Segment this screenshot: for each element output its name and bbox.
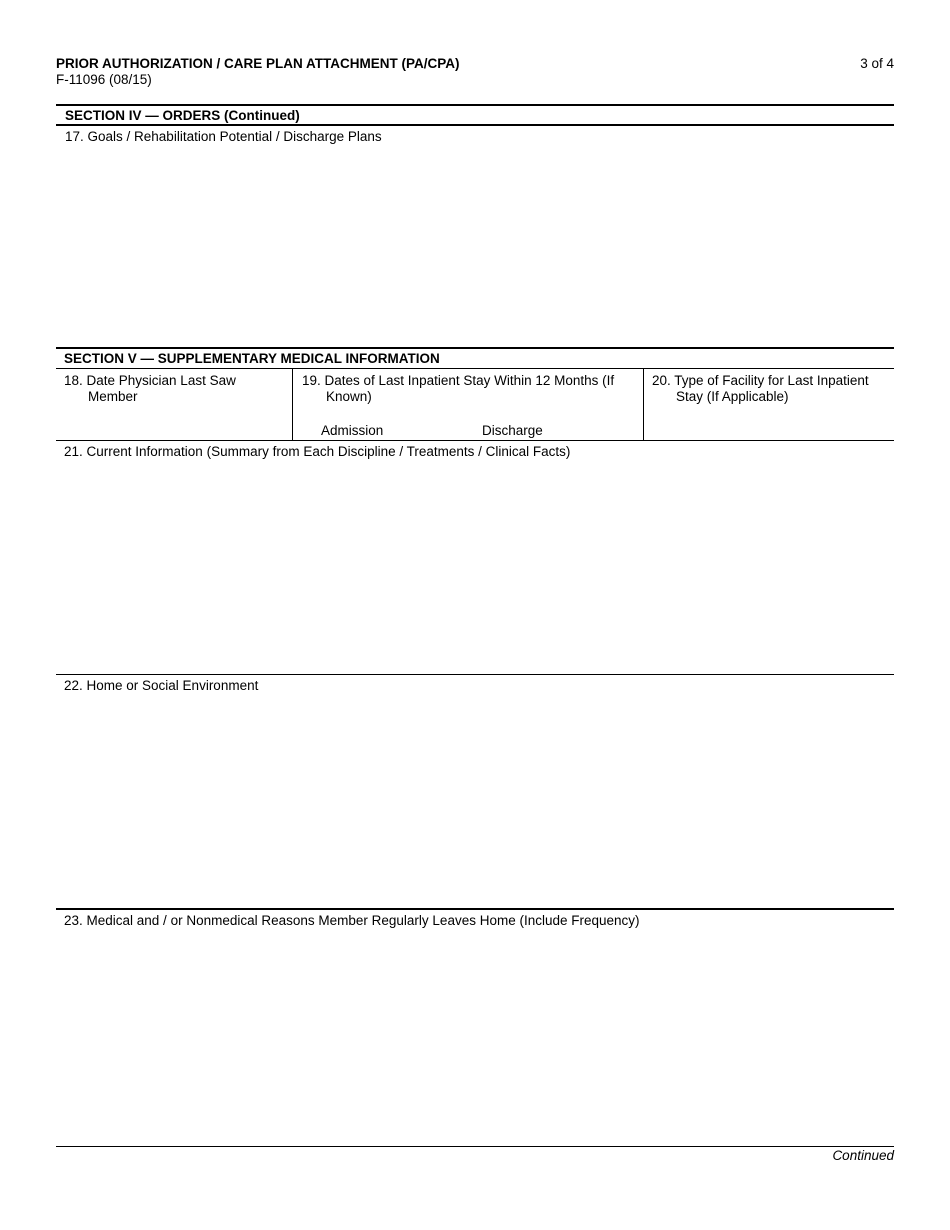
- field-17-label: 17. Goals / Rehabilitation Potential / Discharge Plans: [65, 129, 382, 144]
- row-18-20-bottom-rule: [56, 440, 894, 441]
- continued-label: Continued: [832, 1148, 894, 1163]
- field-20-input-area[interactable]: [644, 406, 894, 439]
- field-18-label: [64, 373, 236, 405]
- divider-18-19: [292, 369, 293, 440]
- field-19-label-line1: 19. Dates of Last Inpatient Stay Within 12 Months (If: [302, 373, 615, 388]
- field-19-label: [302, 373, 614, 405]
- section-iv-top-rule: [56, 104, 894, 106]
- field-20-label-line2: Stay (If Applicable): [676, 389, 789, 404]
- form-number: F-11096 (08/15): [56, 72, 152, 87]
- field-22-bottom-rule: [56, 908, 894, 910]
- discharge-label: Discharge: [482, 423, 543, 438]
- field-18-input-area[interactable]: [56, 406, 292, 439]
- field-21-label: 21. Current Information (Summary from Each Discipline / Treatments / Clinical Facts): [64, 444, 571, 459]
- discharge-date-input[interactable]: [464, 406, 642, 422]
- form-title: PRIOR AUTHORIZATION / CARE PLAN ATTACHMENT (PA/CPA): [56, 56, 460, 71]
- section-v-top-rule: [56, 347, 894, 349]
- section-v-title: SECTION V — SUPPLEMENTARY MEDICAL INFORMATION: [64, 351, 440, 366]
- field-23-input-area[interactable]: [56, 931, 894, 1143]
- field-20-label: [652, 373, 869, 405]
- section-iv-title: SECTION IV — ORDERS (Continued): [65, 108, 300, 123]
- field-18-label-line2: Member: [88, 389, 138, 404]
- section-iv-bottom-rule: [56, 124, 894, 126]
- field-23-label: 23. Medical and / or Nonmedical Reasons Member Regularly Leaves Home (Include Frequency): [64, 913, 640, 928]
- field-21-bottom-rule: [56, 674, 894, 675]
- field-20-label-line1: 20. Type of Facility for Last Inpatient: [652, 373, 869, 388]
- field-21-input-area[interactable]: [56, 462, 894, 672]
- admission-date-input[interactable]: [293, 406, 463, 422]
- field-22-label: 22. Home or Social Environment: [64, 678, 259, 693]
- field-19-label-line2: Known): [326, 389, 372, 404]
- field-22-input-area[interactable]: [56, 696, 894, 906]
- section-v-title-rule: [56, 368, 894, 369]
- field-18-label-line1: 18. Date Physician Last Saw: [64, 373, 236, 388]
- page-indicator: 3 of 4: [860, 56, 894, 71]
- field-17-input-area[interactable]: [56, 146, 894, 346]
- admission-label: Admission: [321, 423, 384, 438]
- footer-rule: [56, 1146, 894, 1147]
